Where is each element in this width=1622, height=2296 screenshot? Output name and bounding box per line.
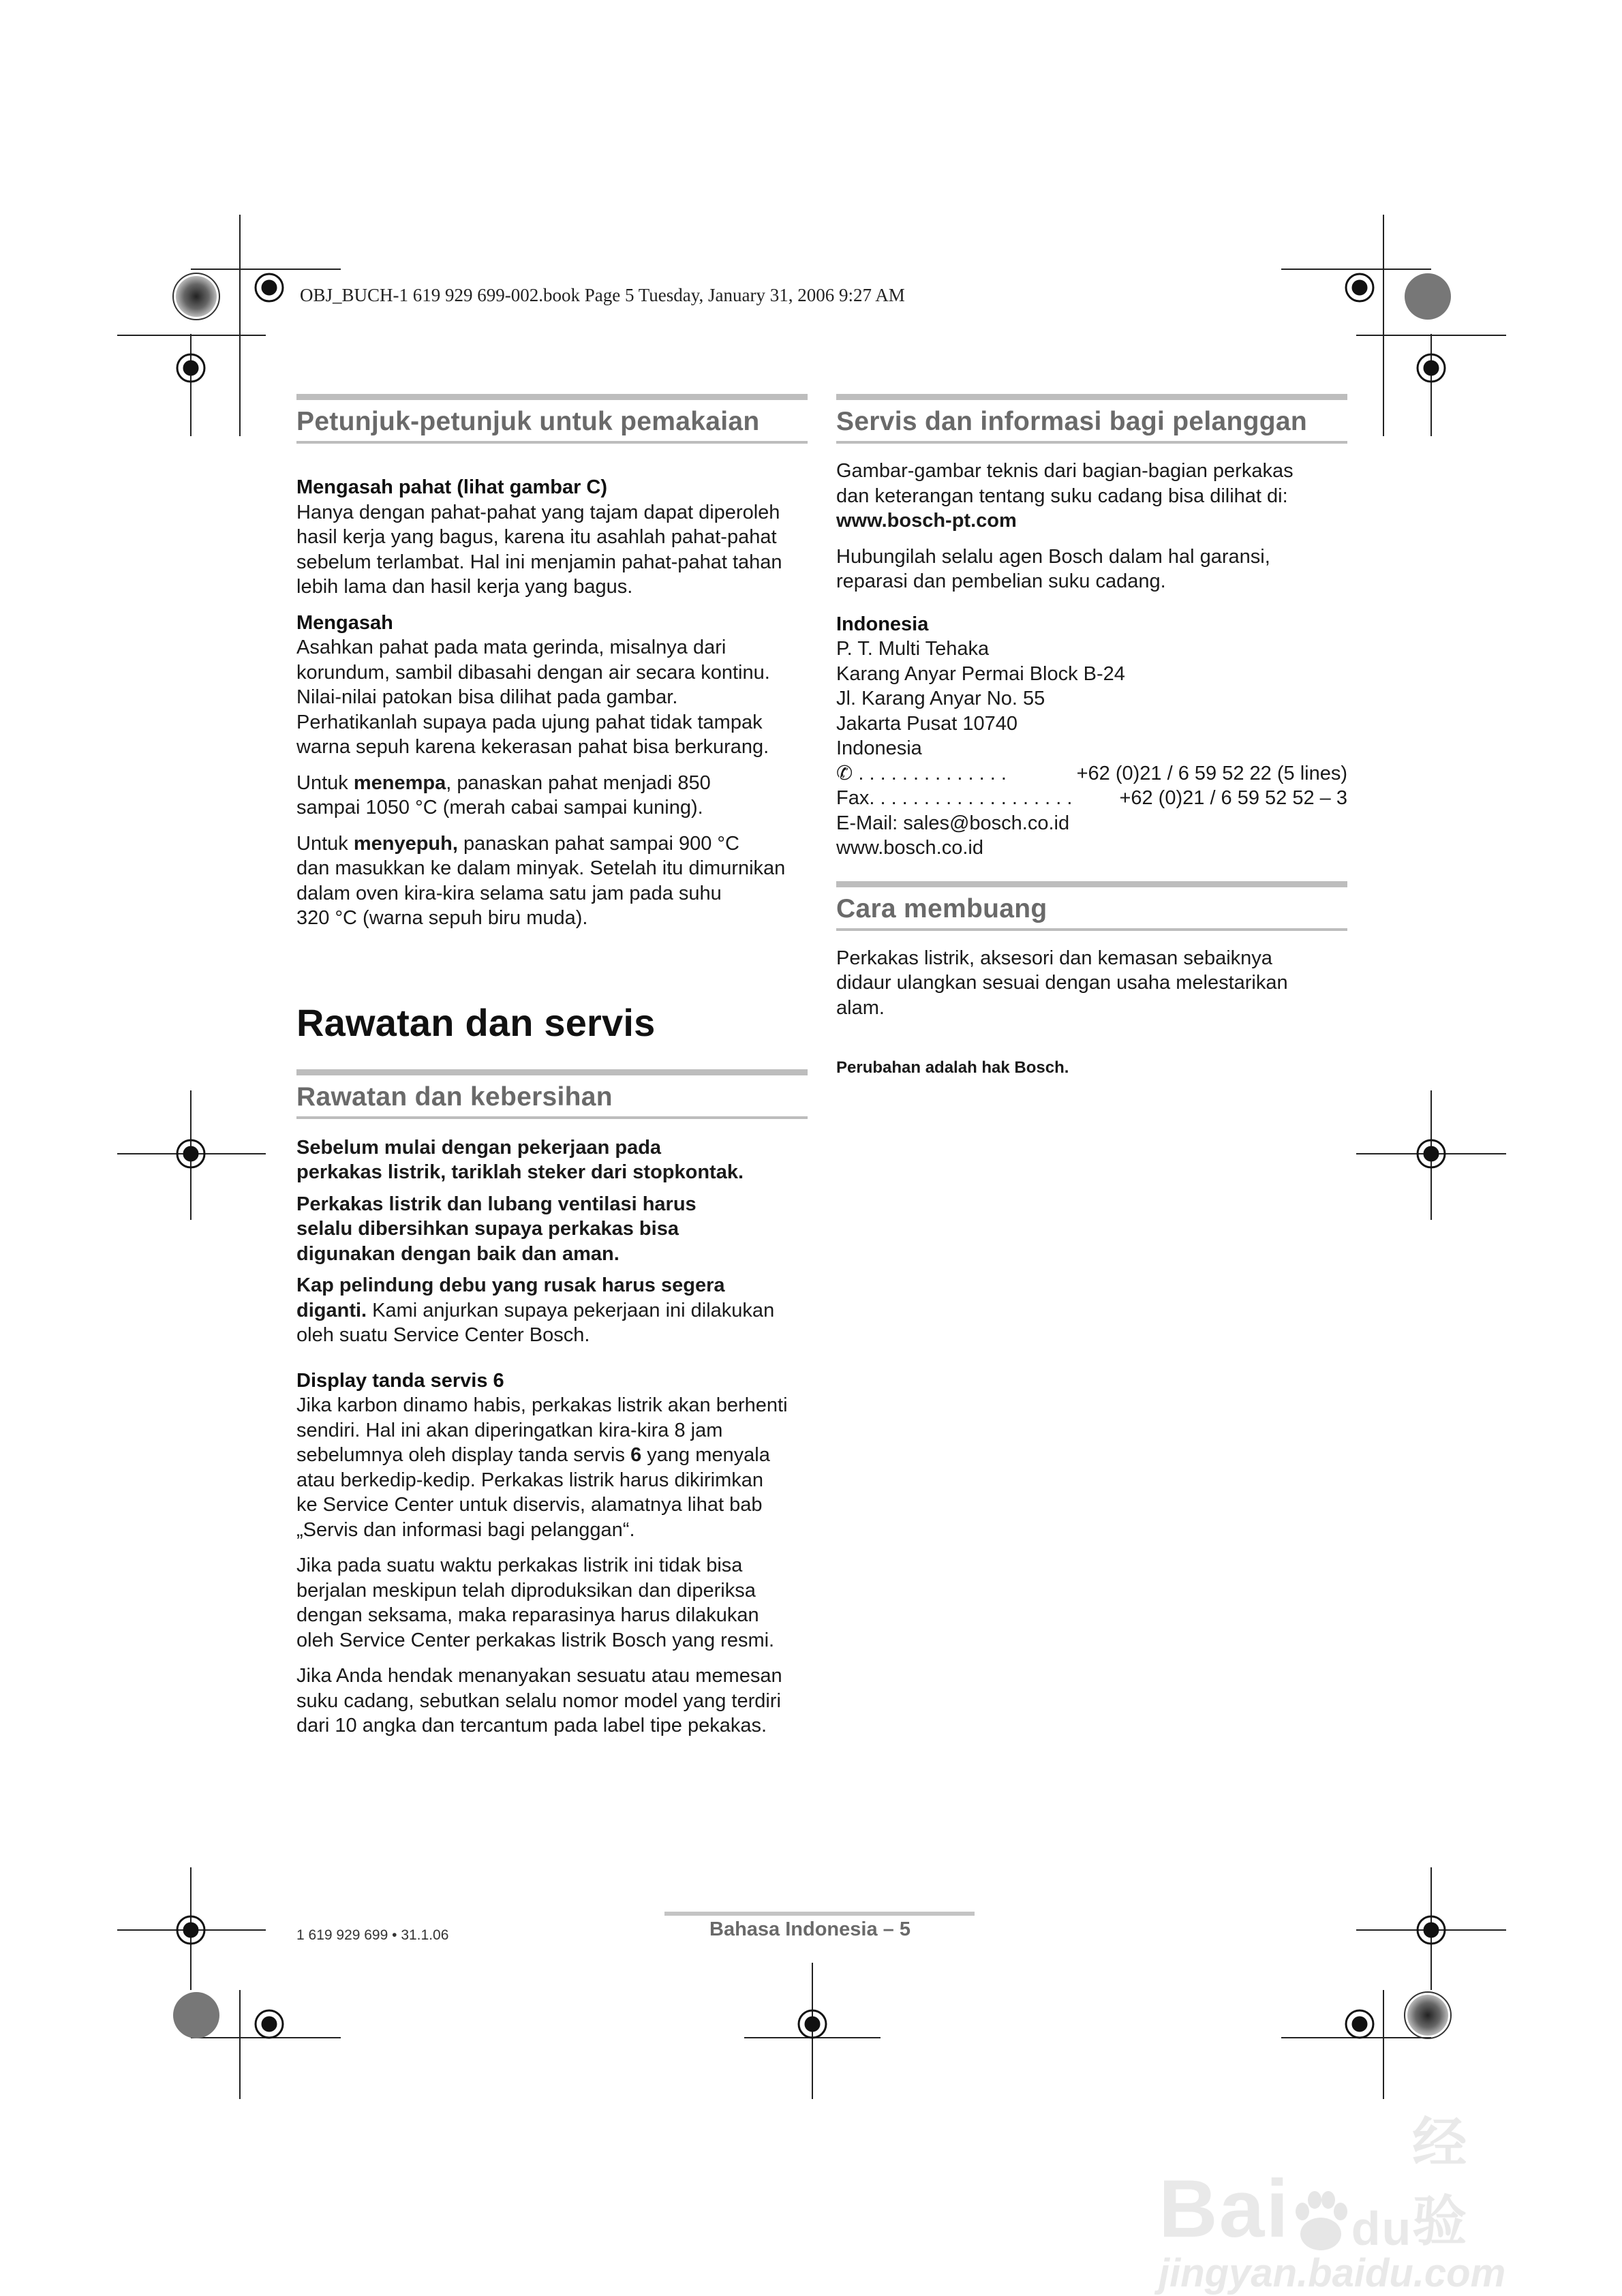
para-cara-membuang: Perkakas listrik, aksesori dan kemasan sebaiknya didaur ulangkan sesuai dengan usaha melestarikan alam. [836,947,1288,1019]
footer-page-label: Bahasa Indonesia – 5 [709,1918,911,1940]
subheading-display-servis: Display tanda servis 6 [296,1369,504,1392]
phone-number: +62 (0)21 / 6 59 52 22 (5 lines) [1076,762,1347,784]
contact-links [836,811,1347,861]
footer-doc-number: 1 619 929 699 • 31.1.06 [296,1927,449,1943]
section-heading-servis-informasi: Servis dan informasi bagi pelanggan [836,394,1347,444]
para-mengasah-pahat: Hanya dengan pahat-pahat yang tajam dapat diperoleh hasil kerja yang bagus, karena itu asahlah pahat-pahat sebelum terlambat. Hal ini menjamin pahat-pahat tahan lebih lama dan hasil kerja yang bagus. [296,501,782,598]
right-column [836,394,1347,1081]
phone-icon: ✆ [836,762,853,784]
subheading-mengasah-pahat: Mengasah pahat (lihat gambar C) [296,476,608,498]
paw-icon [1290,2181,1351,2256]
web-link[interactable]: www.bosch.co.id [836,837,983,859]
footer-page-block [664,1912,975,1941]
para-suku-cadang: Jika Anda hendak menanyakan sesuatu atau memesan suku cadang, sebutkan selalu nomor model yang terdiri dari 10 angka dan tercantum pada label tipe pekakas. [296,1665,782,1736]
bosch-pt-link[interactable]: www.bosch-pt.com [836,510,1017,532]
warning-kap-pelindung: Kap pelindung debu yang rusak harus segera diganti. Kami anjurkan supaya pekerjaan ini dilakukan oleh suatu Service Center Bosch. [296,1274,775,1346]
para-menempa: Untuk menempa, panaskan pahat menjadi 850 sampai 1050 °C (merah cabai sampai kuning). [296,771,711,818]
fax-row: Fax. . . . . . . . . . . . . . . . . . . +62 (0)21 / 6 59 52 52 – 3 [836,786,1347,811]
para-gambar-teknis: Gambar-gambar teknis dari bagian-bagian perkakas dan keterangan tentang suku cadang bisa dilihat di: www.bosch-pt.com [836,460,1294,532]
section-heading-rawatan-kebersihan: Rawatan dan kebersihan [296,1069,808,1119]
print-info: OBJ_BUCH-1 619 929 699-002.book Page 5 Tuesday, January 31, 2006 9:27 AM [300,285,905,305]
para-menyepuh: Untuk menyepuh, panaskan pahat sampai 900 °C dan masukkan ke dalam minyak. Setelah itu dimurnikan dalam oven kira-kira selama satu jam pada suhu 320 °C (warna sepuh biru muda). [296,832,786,929]
fax-number: +62 (0)21 / 6 59 52 52 – 3 [1119,787,1347,809]
warning-steker: Sebelum mulai dengan pekerjaan pada perkakas listrik, tariklah steker dari stopkontak. [296,1136,744,1183]
para-display-servis: Jika karbon dinamo habis, perkakas listrik akan berhenti sendiri. Hal ini akan diperingatkan kira-kira 8 jam sebelumnya oleh display tanda servis 6 yang menyala atau berkedip-kedip. Perkakas listrik harus dikirimkan ke Service Center untuk diservis, alamatnya lihat bab „Servis dan informasi bagi pelanggan“. [296,1394,788,1541]
address-block: P. T. Multi Tehaka Karang Anyar Permai Block B-24 Jl. Karang Anyar No. 55 Jakarta Pusat 10740 Indonesia [836,638,1125,759]
warning-ventilasi: Perkakas listrik dan lubang ventilasi harus selalu dibersihkan supaya perkakas bisa digunakan dengan baik dan aman. [296,1193,697,1265]
main-heading-rawatan: Rawatan dan servis [296,1000,656,1044]
phone-row: ✆ . . . . . . . . . . . . . . +62 (0)21 / 6 59 52 22 (5 lines) [836,761,1347,786]
left-column [296,394,808,1739]
para-hubungilah: Hubungilah selalu agen Bosch dalam hal garansi, reparasi dan pembelian suku cadang. [836,545,1270,592]
section-heading-petunjuk: Petunjuk-petunjuk untuk pemakaian [296,394,808,444]
subheading-mengasah: Mengasah [296,611,393,634]
note-perubahan: Perubahan adalah hak Bosch. [836,1058,1069,1077]
section-heading-cara-membuang: Cara membuang [836,881,1347,931]
baidu-watermark: Bai du 经验 jingyan.baidu.com [1159,2113,1506,2295]
country-heading-indonesia: Indonesia [836,613,929,635]
para-mengasah: Asahkan pahat pada mata gerinda, misalnya dari korundum, sambil dibasahi dengan air secara kontinu. Nilai-nilai patokan bisa dilihat pada gambar. Perhatikanlah supaya pada ujung pahat tidak tampak warna sepuh karena kekerasan pahat bisa berkurang. [296,637,770,758]
email-link[interactable]: E-Mail: sales@bosch.co.id [836,812,1070,834]
para-reparasi: Jika pada suatu waktu perkakas listrik ini tidak bisa berjalan meskipun telah diproduksikan dan diperiksa dengan seksama, maka reparasinya harus dilakukan oleh Service Center perkakas listrik Bosch yang resmi. [296,1555,775,1651]
